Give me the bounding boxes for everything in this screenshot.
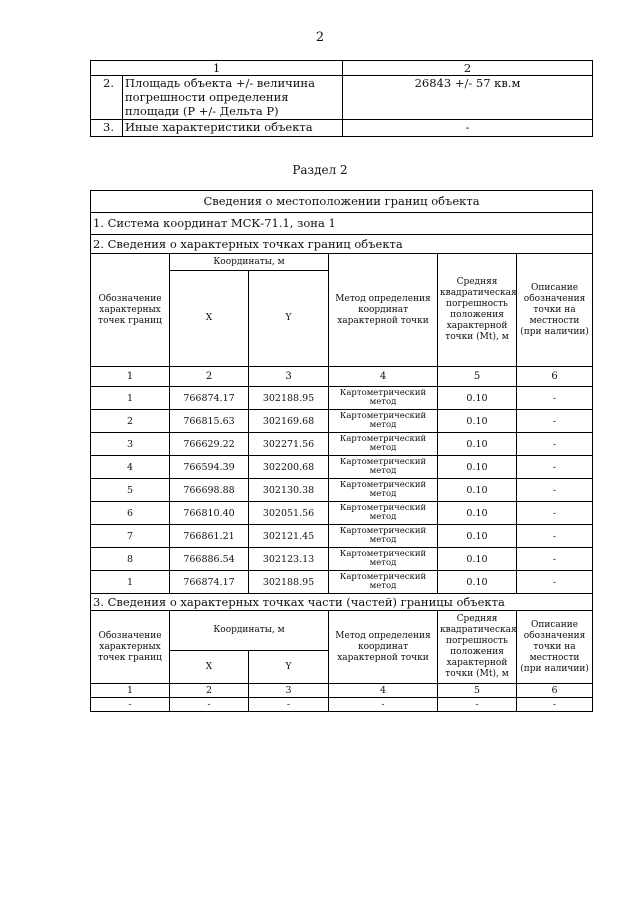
row-value: - (343, 120, 593, 137)
boundary-location-table (90, 190, 593, 712)
coord-x: 766594.39 (170, 456, 249, 479)
object-characteristics-table (90, 60, 593, 137)
point-id: 4 (91, 456, 170, 479)
header-description: Описание обозначения точки на местности (при наличии) (517, 254, 593, 367)
coord-y: 302051.56 (249, 502, 329, 525)
description: - (517, 548, 593, 571)
coord-y: 302200.68 (249, 456, 329, 479)
table-row (91, 120, 593, 137)
coord-x: 766874.17 (170, 387, 249, 410)
header-coordinates: Координаты, м (170, 254, 329, 271)
column-number: 5 (438, 367, 517, 387)
header-description: Описание обозначения точки на местности (при наличии) (517, 611, 593, 684)
method: Картометрический метод (329, 548, 438, 571)
column-number: 3 (249, 367, 329, 387)
column-number: 4 (329, 367, 438, 387)
header-accuracy: Средняя квадратическая погрешность положения характерной точки (Mt), м (438, 611, 517, 684)
method: Картометрический метод (329, 433, 438, 456)
column-number-2: 2 (343, 61, 593, 76)
coord-x: 766698.88 (170, 479, 249, 502)
column-numbers-row (91, 684, 593, 698)
coordinate-system: 1. Система координат МСК-71.1, зона 1 (91, 213, 593, 235)
row-label: Иные характеристики объекта (123, 120, 343, 137)
header-y: Y (249, 651, 329, 684)
table-row (91, 548, 593, 571)
coord-x: 766810.40 (170, 502, 249, 525)
coord-x: 766874.17 (170, 571, 249, 594)
method: Картометрический метод (329, 479, 438, 502)
header-x: X (170, 271, 249, 367)
column-number: 2 (170, 684, 249, 698)
table-row (91, 698, 593, 712)
column-number: 5 (438, 684, 517, 698)
table-title: Сведения о местоположении границ объекта (91, 191, 593, 213)
description: - (517, 698, 593, 712)
accuracy: 0.10 (438, 433, 517, 456)
description: - (517, 525, 593, 548)
column-number: 1 (91, 684, 170, 698)
coord-y: - (249, 698, 329, 712)
accuracy: 0.10 (438, 387, 517, 410)
description: - (517, 479, 593, 502)
table-row (91, 410, 593, 433)
subsection-heading: 3. Сведения о характерных точках части (частей) границы объекта (91, 594, 593, 611)
header-accuracy: Средняя квадратическая погрешность положения характерной точки (Mt), м (438, 254, 517, 367)
description: - (517, 410, 593, 433)
point-id: - (91, 698, 170, 712)
table-row (91, 571, 593, 594)
header-point: Обозначение характерных точек границ (91, 611, 170, 684)
table-row (91, 76, 593, 120)
method: Картометрический метод (329, 387, 438, 410)
column-number-1: 1 (91, 61, 343, 76)
row-value: 26843 +/- 57 кв.м (343, 76, 593, 120)
column-number: 6 (517, 367, 593, 387)
point-id: 3 (91, 433, 170, 456)
section-title: Раздел 2 (292, 163, 348, 177)
subsection-heading: 2. Сведения о характерных точках границ объекта (91, 235, 593, 254)
point-id: 1 (91, 571, 170, 594)
coord-y: 302121.45 (249, 525, 329, 548)
accuracy: 0.10 (438, 479, 517, 502)
method: - (329, 698, 438, 712)
accuracy: 0.10 (438, 456, 517, 479)
table-header-row (91, 61, 593, 76)
description: - (517, 502, 593, 525)
coord-y: 302271.56 (249, 433, 329, 456)
accuracy: 0.10 (438, 548, 517, 571)
accuracy: 0.10 (438, 502, 517, 525)
coord-y: 302123.13 (249, 548, 329, 571)
coord-y: 302188.95 (249, 387, 329, 410)
column-number: 2 (170, 367, 249, 387)
point-id: 6 (91, 502, 170, 525)
header-point: Обозначение характерных точек границ (91, 254, 170, 367)
column-number: 4 (329, 684, 438, 698)
method: Картометрический метод (329, 571, 438, 594)
description: - (517, 456, 593, 479)
row-label: Площадь объекта +/- величина погрешности определения площади (P +/- Дельта P) (123, 76, 343, 120)
accuracy: - (438, 698, 517, 712)
method: Картометрический метод (329, 525, 438, 548)
row-number: 3. (91, 120, 123, 137)
coord-x: 766629.22 (170, 433, 249, 456)
description: - (517, 387, 593, 410)
coord-x: 766886.54 (170, 548, 249, 571)
column-number: 1 (91, 367, 170, 387)
coord-y: 302130.38 (249, 479, 329, 502)
table-row (91, 433, 593, 456)
point-id: 1 (91, 387, 170, 410)
description: - (517, 433, 593, 456)
coord-y: 302169.68 (249, 410, 329, 433)
header-x: X (170, 651, 249, 684)
accuracy: 0.10 (438, 525, 517, 548)
table-row (91, 387, 593, 410)
column-number: 6 (517, 684, 593, 698)
column-number: 3 (249, 684, 329, 698)
table-row (91, 502, 593, 525)
method: Картометрический метод (329, 410, 438, 433)
table-row (91, 525, 593, 548)
table-row (91, 456, 593, 479)
method: Картометрический метод (329, 456, 438, 479)
point-id: 5 (91, 479, 170, 502)
table-row (91, 479, 593, 502)
coord-x: - (170, 698, 249, 712)
header-coordinates: Координаты, м (170, 611, 329, 651)
coord-x: 766861.21 (170, 525, 249, 548)
page-number: 2 (315, 30, 325, 45)
accuracy: 0.10 (438, 410, 517, 433)
point-id: 7 (91, 525, 170, 548)
accuracy: 0.10 (438, 571, 517, 594)
header-method: Метод определения координат характерной точки (329, 254, 438, 367)
description: - (517, 571, 593, 594)
point-id: 8 (91, 548, 170, 571)
header-y: Y (249, 271, 329, 367)
header-method: Метод определения координат характерной точки (329, 611, 438, 684)
coord-y: 302188.95 (249, 571, 329, 594)
method: Картометрический метод (329, 502, 438, 525)
row-number: 2. (91, 76, 123, 120)
point-id: 2 (91, 410, 170, 433)
column-numbers-row (91, 367, 593, 387)
coord-x: 766815.63 (170, 410, 249, 433)
